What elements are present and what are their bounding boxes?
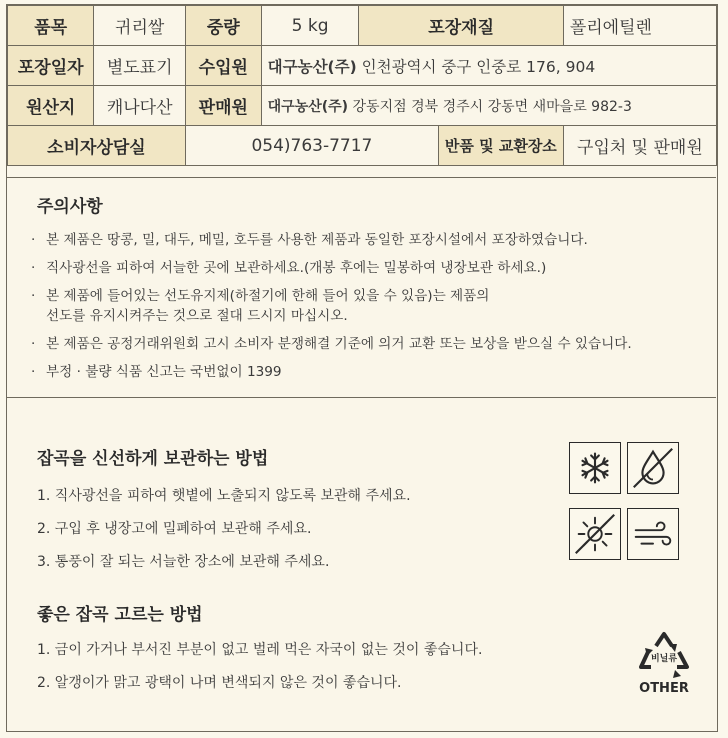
table-row — [8, 126, 717, 166]
list-item: 2. 구입 후 냉장고에 밀폐하여 보관해 주세요. — [37, 521, 312, 537]
caution-section — [7, 177, 716, 397]
list-item: · 부정 · 불량 식품 신고는 국번없이 1399 — [31, 364, 282, 380]
seller-company: 대구농산(주) — [267, 98, 349, 115]
no-sunlight-icon — [569, 508, 621, 560]
value-packaging-date: 별도표기 — [94, 46, 185, 86]
label-seller: 판매원 — [185, 86, 261, 126]
list-item: 1. 직사광선을 피하여 햇볕에 노출되지 않도록 보관해 주세요. — [37, 488, 411, 504]
label-origin: 원산지 — [8, 86, 94, 126]
ventilation-icon — [627, 508, 679, 560]
value-consumer-phone: 054)763-7717 — [185, 126, 438, 166]
snowflake-icon — [569, 442, 621, 494]
label-packaging-date: 포장일자 — [8, 46, 94, 86]
value-packaging-material: 폴리에틸렌 — [563, 6, 716, 46]
seller-address: 강동지점 경북 경주시 강동면 새마을로 982-3 — [352, 98, 632, 115]
value-seller — [261, 86, 716, 126]
list-item: 1. 금이 가거나 부서진 부분이 없고 벌레 먹은 자국이 없는 것이 좋습니다. — [37, 642, 483, 658]
list-item: 2. 알갱이가 맑고 광택이 나며 변색되지 않은 것이 좋습니다. — [37, 675, 402, 691]
label-importer: 수입원 — [185, 46, 261, 86]
label-consumer-center: 소비자상담실 — [8, 126, 186, 166]
storage-title: 잡곡을 신선하게 보관하는 방법 — [37, 449, 269, 469]
list-item: · 본 제품에 들어있는 선도유지제(하절기에 한해 들어 있을 수 있음)는 제품의 선도를 유지시켜주는 것으로 절대 드시지 마십시오. — [31, 288, 490, 324]
table-row — [8, 86, 717, 126]
value-return-place: 구입처 및 판매원 — [563, 126, 716, 166]
recycle-type: OTHER — [639, 681, 689, 696]
label-item: 품목 — [8, 6, 94, 46]
no-moisture-icon — [627, 442, 679, 494]
value-importer — [261, 46, 716, 86]
recycle-mark — [631, 630, 697, 700]
list-item: · 본 제품은 공정거래위원회 고시 소비자 분쟁해결 기준에 의거 교환 또는 보상을 받으실 수 있습니다. — [31, 336, 632, 352]
choosing-list — [37, 640, 482, 706]
value-weight: 5 kg — [261, 6, 359, 46]
caution-title: 주의사항 — [37, 197, 103, 217]
list-item: 3. 통풍이 잘 되는 서늘한 장소에 보관해 주세요. — [37, 554, 330, 570]
product-label — [6, 4, 718, 732]
choosing-title: 좋은 잡곡 고르는 방법 — [37, 605, 203, 625]
list-item: · 직사광선을 피하여 서늘한 곳에 보관하세요.(개봉 후에는 밀봉하여 냉장보관 하세요.) — [31, 260, 547, 276]
label-packaging-material: 포장재질 — [359, 6, 563, 46]
caution-list — [31, 230, 711, 390]
list-item: · 본 제품은 땅콩, 밀, 대두, 메밀, 호두를 사용한 제품과 동일한 포장시설에서 포장하였습니다. — [31, 232, 588, 248]
table-row — [8, 46, 717, 86]
value-item: 귀리쌀 — [94, 6, 185, 46]
importer-address: 인천광역시 중구 인중로 176, 904 — [361, 57, 596, 76]
importer-company: 대구농산(주) — [267, 57, 357, 76]
storage-section — [7, 397, 716, 731]
table-row — [8, 6, 717, 46]
value-origin: 캐나다산 — [94, 86, 185, 126]
label-weight: 중량 — [185, 6, 261, 46]
label-return-place: 반품 및 교환장소 — [438, 126, 563, 166]
storage-list — [37, 486, 411, 585]
product-info-table — [7, 5, 717, 166]
recycle-material: 비닐류 — [650, 654, 678, 664]
recycle-icon — [631, 630, 697, 700]
